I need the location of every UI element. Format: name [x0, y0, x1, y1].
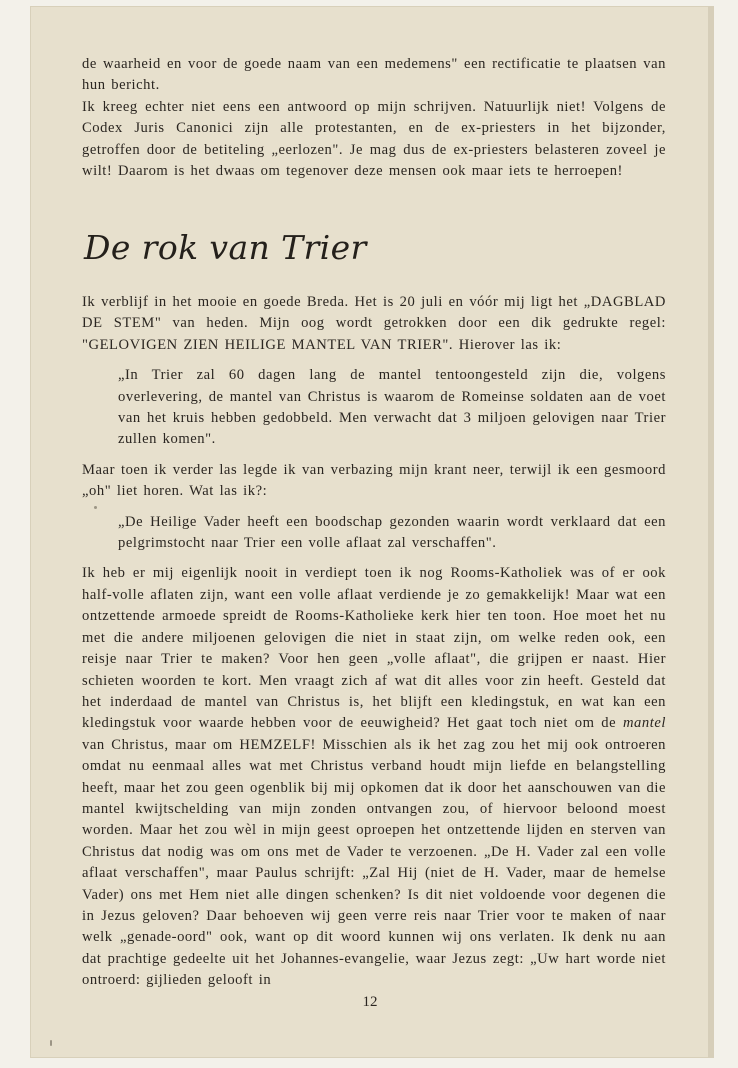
intro-paragraph: de waarheid en voor de goede naam van een medemens" een rectificatie te plaatsen van hun bericht. [82, 56, 666, 94]
paragraph-5 [82, 563, 666, 991]
paragraph-5-continued: van Christus, maar om HEMZELF! Misschien als ik het zag zou het mij ook ontroeren omdat nu eenmaal alles wat met Christus verband houdt mijn liefde en belangstelling heeft, maar het zou geen ogenblik bij mij opkomen dat ik door het aanschouwen van die mantel kwijtschelding van mijn zonden ontvangen zou, of hiervoor beloond moest worden. Maar het zou wèl in mijn geest oproepen het ontzettende lijden en sterven van Christus dat nodig was om ons met de Vader te verzoenen. „De H. Vader zal een volle aflaat verschaffen", maar Paulus schrijft: „Zal Hij (niet de H. Vader, maar de hemelse Vader) ons met Hem niet alle dingen schenken? Is dit niet voldoende voor degenen die in Jezus geloven? Daar behoeven wij geen verre reis naar Trier voor te maken of naar welk „genade-oord" ook, want op dit woord kunnen wij ons verlaten. Ik denk nu aan dat prachtige gedeelte uit het Johannes-evangelie, waar Jezus zegt: „Uw hart worde niet ontroerd: gijlieden gelooft in [82, 736, 666, 989]
book-page [30, 6, 710, 1058]
chapter-body [82, 292, 666, 992]
block-quote-1: „In Trier zal 60 dagen lang de mantel tentoongesteld zijn die, volgens overlevering, de mantel van Christus is waarom de Romeinse soldaten aan de voet van het kruis hebben gedobbeld. Men verwacht dat 3 miljoen gelovigen naar Trier zullen komen". [118, 367, 666, 448]
paragraph-5-italic-word: mantel [622, 715, 666, 732]
scan-speck [94, 506, 97, 509]
page-edge-shadow [708, 6, 714, 1058]
intro-section [82, 54, 666, 182]
paragraph-5-text: Ik heb er mij eigenlijk nooit in verdiept toen ik nog Rooms-Katholiek was of er ook half-volle aflaten zijn, want een volle aflaat verdiende je zo gemakkelijk! Maar wat een ontzettende armoede spreidt de Rooms-Katholieke kerk hier ten toon. Hoe moet het nu met die andere miljoenen gelovigen die niet in staat zijn, om welke reden ook, een reisje naar Trier te maken? Voor hen geen „volle aflaat", die grijpen er naast. Hier schieten woorden te kort. Men vraagt zich af wat dit alles voor zin heeft. Gesteld dat het inderdaad de mantel van Christus is, het blijft een kledingstuk, en wat kan een kledingstuk voor waarde hebben voor de eeuwigheid? Het gaat toch niet om de [82, 565, 666, 732]
scan-speck [50, 1040, 52, 1046]
page-number: 12 [362, 994, 378, 1010]
paragraph-2: Ik kreeg echter niet eens een antwoord op mijn schrijven. Natuurlijk niet! Volgens de Codex Juris Canonici zijn alle protestanten, en de ex-priesters in het bijzonder, getroffen door de betiteling „eerlozen". Je mag dus de ex-priesters belasteren zoveel je wilt! Daarom is het dwaas om tegenover deze mensen ook maar iets te herroepen! [82, 98, 666, 180]
block-quote-2: „De Heilige Vader heeft een boodschap gezonden waarin wordt verklaard dat een pelgrimstocht naar Trier een volle aflaat zal verschaffen". [118, 513, 666, 552]
chapter-title: De rok van Trier [84, 228, 367, 267]
paragraph-4: Maar toen ik verder las legde ik van verbazing mijn krant neer, terwijl ik een gesmoord „oh" liet horen. Wat las ik?: [82, 461, 666, 500]
paragraph-3: Ik verblijf in het mooie en goede Breda. Het is 20 juli en vóór mij ligt het „DAGBLAD DE STEM" van heden. Mijn oog wordt getrokken door een dik gedrukte regel: "GELOVIGEN ZIEN HEILIGE MANTEL VAN TRIER". Hierover las ik: [82, 294, 666, 353]
